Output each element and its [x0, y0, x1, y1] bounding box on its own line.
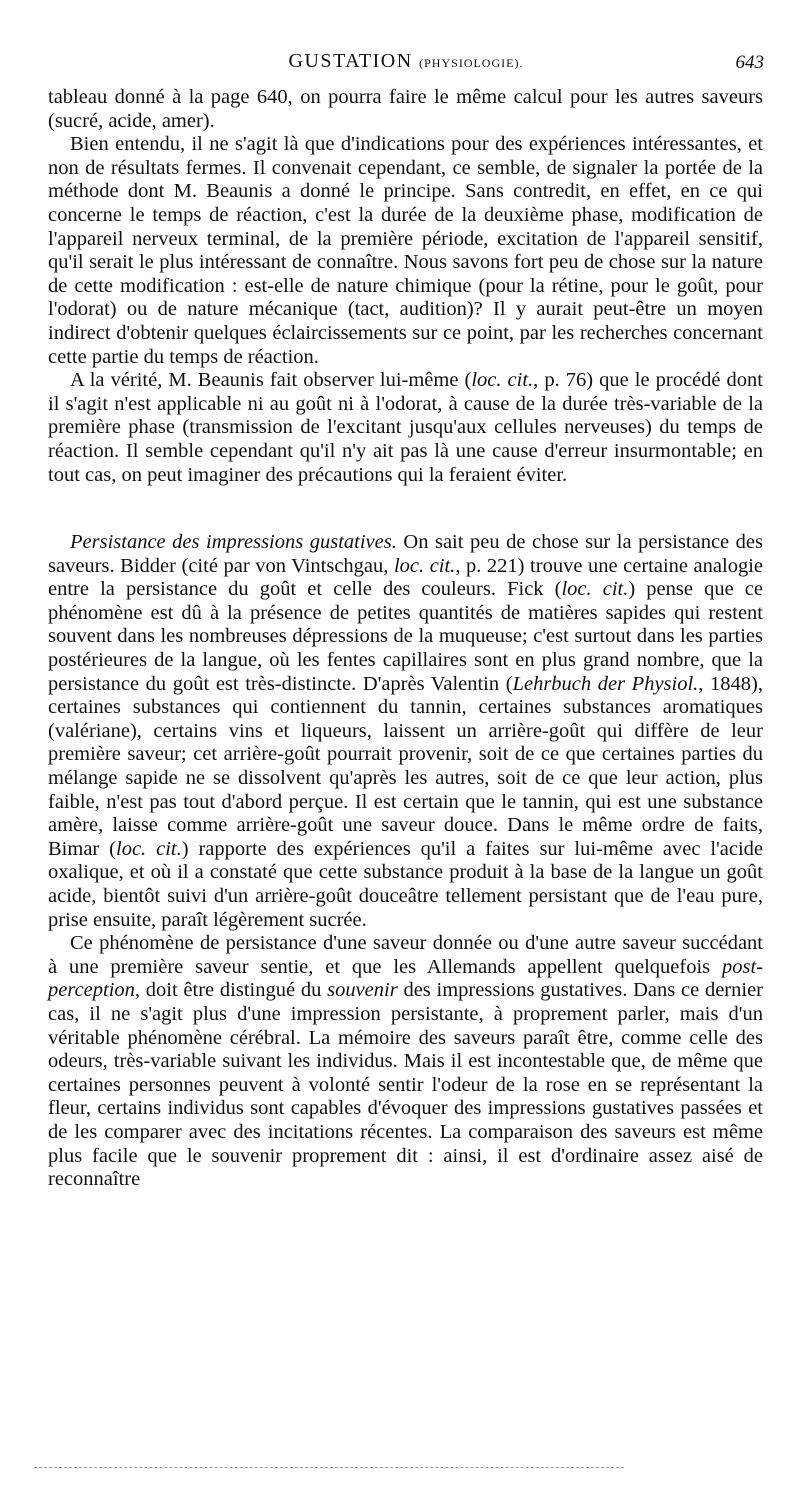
citation: loc. cit. — [471, 369, 534, 392]
page-body — [48, 86, 763, 1192]
running-title-subtitle: (PHYSIOLOGIE). — [419, 56, 524, 70]
paragraph-text: Ce phénomène de persistance d'une saveur donnée ou d'une autre saveur succédant à une première saveur sentie, et que les Allemands appellent quelquefois — [48, 932, 763, 978]
paragraph-text: , p. 221) trouve une certaine analogie entre la persistance du goût et celle des couleurs. Fick ( — [48, 554, 763, 601]
running-head — [48, 50, 764, 78]
paragraph-persistance — [48, 531, 763, 932]
page-number: 643 — [735, 52, 764, 73]
paragraph-text: On sait peu de chose sur la persistance des saveurs. Bidder (cité par von Vintschgau, — [48, 531, 764, 577]
paragraph-post-perception — [48, 932, 763, 1192]
running-title-text: GUSTATION — [288, 50, 413, 72]
paragraph-continuation — [48, 86, 763, 133]
paragraph-text: des impressions gustatives. Dans ce dernier cas, il ne s'agit plus d'une impression persistante, à proprement parler, mais d'un véritable phénomène cérébral. La mémoire des saveurs paraît être, comme celle des odeurs, très-variable suivant les individus. Mais il est incontestable que, de même que certaines personnes peuvent à volonté sentir l'odeur de la rose en se représentant la fleur, certains individus sont capables d'évoquer des impressions gustatives passées et de les comparer avec des incitations récentes. La comparaison des saveurs est même plus facile que le souvenir proprement dit : ainsi, il est d'ordinaire assez aisé de reconnaître — [48, 979, 763, 1191]
section-heading: Persistance des impressions gustatives. — [70, 531, 397, 554]
paragraph-text: ) pense que ce phénomène est dû à la présence de petites quantités de matières sapides qui restent souvent dans les nombreuses dépressions de la muqueuse; c'est surtout dans les parties postérieures de la langue, où les fentes capillaires sont en plus grand nombre, que la persistance du goût est très-distincte. D'après Valentin ( — [48, 578, 763, 695]
term: post-perception — [48, 955, 763, 1002]
paragraph-text: A la vérité, M. Beaunis fait observer lui-même ( — [70, 369, 472, 392]
citation: Lehrbuch der Physiol. — [512, 672, 699, 695]
paragraph-beaunis — [48, 369, 763, 487]
scan-bottom-rule — [34, 1467, 624, 1468]
paragraph-text: ) rapporte des expériences qu'il a faites sur lui-même avec l'acide oxalique, et où il a constaté que cette substance produit à la base de la langue un goût acide, bientôt suivi d'un arrière-goût douceâtre tellement persistant que de l'eau pure, prise ensuite, paraît légèrement sucrée. — [48, 837, 763, 931]
paragraph-methode — [48, 133, 763, 369]
citation: loc. cit. — [393, 554, 456, 577]
term: souvenir — [327, 979, 398, 1002]
citation: loc. cit. — [561, 578, 629, 601]
paragraph-text: , doit être distingué du — [134, 979, 328, 1002]
running-title — [48, 50, 764, 73]
paragraph-text: Bien entendu, il ne s'agit là que d'indications pour des expériences intéressantes, et non de résultats fermes. Il convenait cependant, ce semble, de signaler la portée de la méthode dont M. Beaunis a donné le principe. Sans contredit, en effet, en ce qui concerne le temps de réaction, c'est la durée de la deuxième phase, modification de l'appareil nerveux terminal, de la première période, excitation de l'appareil sensitif, qu'il serait le plus intéressant de connaître. Nous savons fort peu de chose sur la nature de cette modification : est-elle de nature chimique (pour la rétine, pour le goût, pour l'odorat) ou de nature mécanique (tact, audition)? Il y aurait peut-être un moyen indirect d'obtenir quelques éclaircissements sur ce point, par les recherches concernant cette partie du temps de réaction. — [48, 133, 763, 368]
paragraph-text: , 1848), certaines substances qui contiennent du tannin, certaines substances aromatiques (valériane), certains vins et liqueurs, laissent un arrière-goût qui diffère de leur première saveur; cet arrière-goût pourrait provenir, soit de ce que certaines parties du mélange sapide ne se dissolvent qu'après les autres, soit de ce que leur action, plus faible, n'est pas tout d'abord perçue. Il est certain que le tannin, qui est une substance amère, laisse comme arrière-goût une saveur douce. Dans le même ordre de faits, Bimar ( — [48, 672, 763, 860]
citation: loc. cit. — [116, 837, 182, 860]
paragraph-text: tableau donné à la page 640, on pourra faire le même calcul pour les autres saveurs (sucré, acide, amer). — [48, 86, 763, 132]
paragraph-text: , p. 76) que le procédé dont il s'agit n'est applicable ni au goût ni à l'odorat, à cause de la durée très-variable de la première phase (transmission de l'excitant jusqu'aux cellules nerveuses) du temps de réaction. Il semble cependant qu'il n'y ait pas là une cause d'erreur insurmontable; en tout cas, on peut imaginer des précautions qui la feraient éviter. — [48, 369, 763, 486]
